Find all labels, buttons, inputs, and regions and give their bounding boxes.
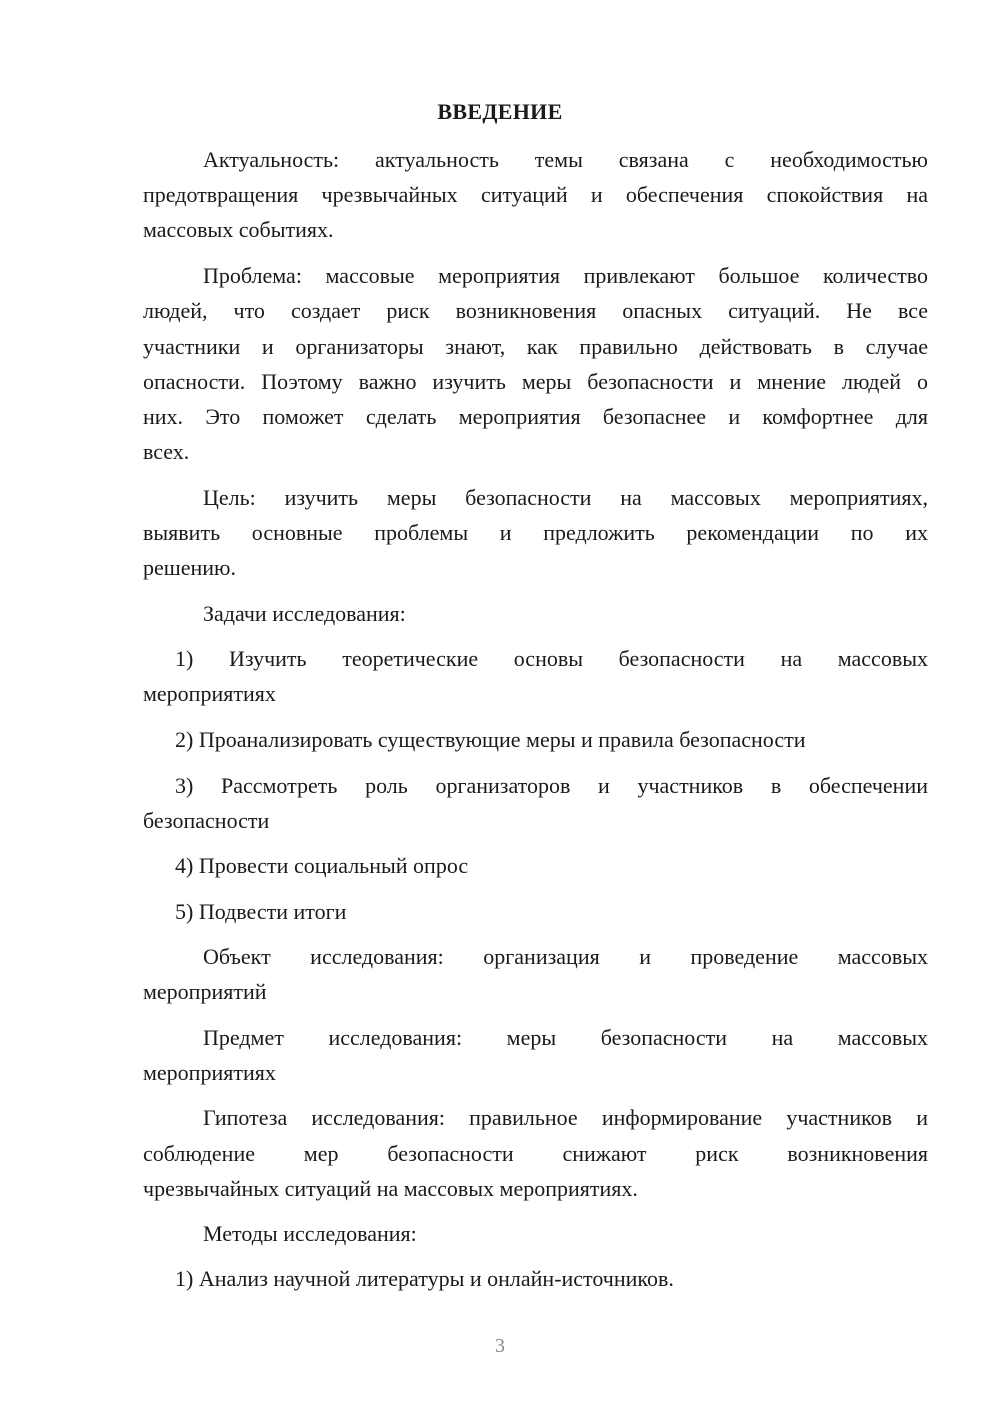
list-item-line: 2) Проанализировать существующие меры и правила безопасности [175,727,806,752]
paragraph-line: Гипотеза исследования: правильное информирование участников и [203,1105,928,1130]
paragraph-line: мероприятиях [143,1060,276,1085]
paragraph-line: Цель: изучить меры безопасности на массовых мероприятиях, [203,485,928,510]
paragraph-line: Методы исследования: [203,1221,417,1246]
paragraph-line: Задачи исследования: [203,601,406,626]
paragraph-line: массовых событиях. [143,217,334,242]
list-item-line: 1) Анализ научной литературы и онлайн-источников. [175,1266,674,1291]
list-item-line: 4) Провести социальный опрос [175,853,469,878]
list-item-line: мероприятиях [143,681,276,706]
paragraph-line: людей, что создает риск возникновения опасных ситуаций. Не все [143,298,928,323]
paragraph-line: чрезвычайных ситуаций на массовых мероприятиях. [143,1176,638,1201]
paragraph-line: предотвращения чрезвычайных ситуаций и обеспечения спокойствия на [143,182,928,207]
paragraph-line: соблюдение мер безопасности снижают риск возникновения [143,1141,928,1166]
list-item-line: безопасности [143,808,270,833]
list-item-line: 5) Подвести итоги [175,899,347,924]
paragraph-line: всех. [143,439,190,464]
paragraph-line: Объект исследования: организация и проведение массовых [203,944,928,969]
list-item-line: 1) Изучить теоретические основы безопасности на массовых [175,646,928,671]
paragraph-line: них. Это поможет сделать мероприятия безопаснее и комфортнее для [143,404,928,429]
paragraph-line: мероприятий [143,979,267,1004]
paragraph-line: Предмет исследования: меры безопасности на массовых [203,1025,928,1050]
paragraph-line: участники и организаторы знают, как правильно действовать в случае [143,334,928,359]
page-number: 3 [495,1335,505,1357]
section-title: ВВЕДЕНИЕ [437,99,563,124]
list-item-line: 3) Рассмотреть роль организаторов и участников в обеспечении [175,773,928,798]
paragraph-line: Проблема: массовые мероприятия привлекают большое количество [203,263,928,288]
paragraph-line: Актуальность: актуальность темы связана с необходимостью [203,147,928,172]
paragraph-line: выявить основные проблемы и предложить рекомендации по их [143,520,928,545]
paragraph-line: опасности. Поэтому важно изучить меры безопасности и мнение людей о [143,369,928,394]
paragraph-line: решению. [143,555,236,580]
